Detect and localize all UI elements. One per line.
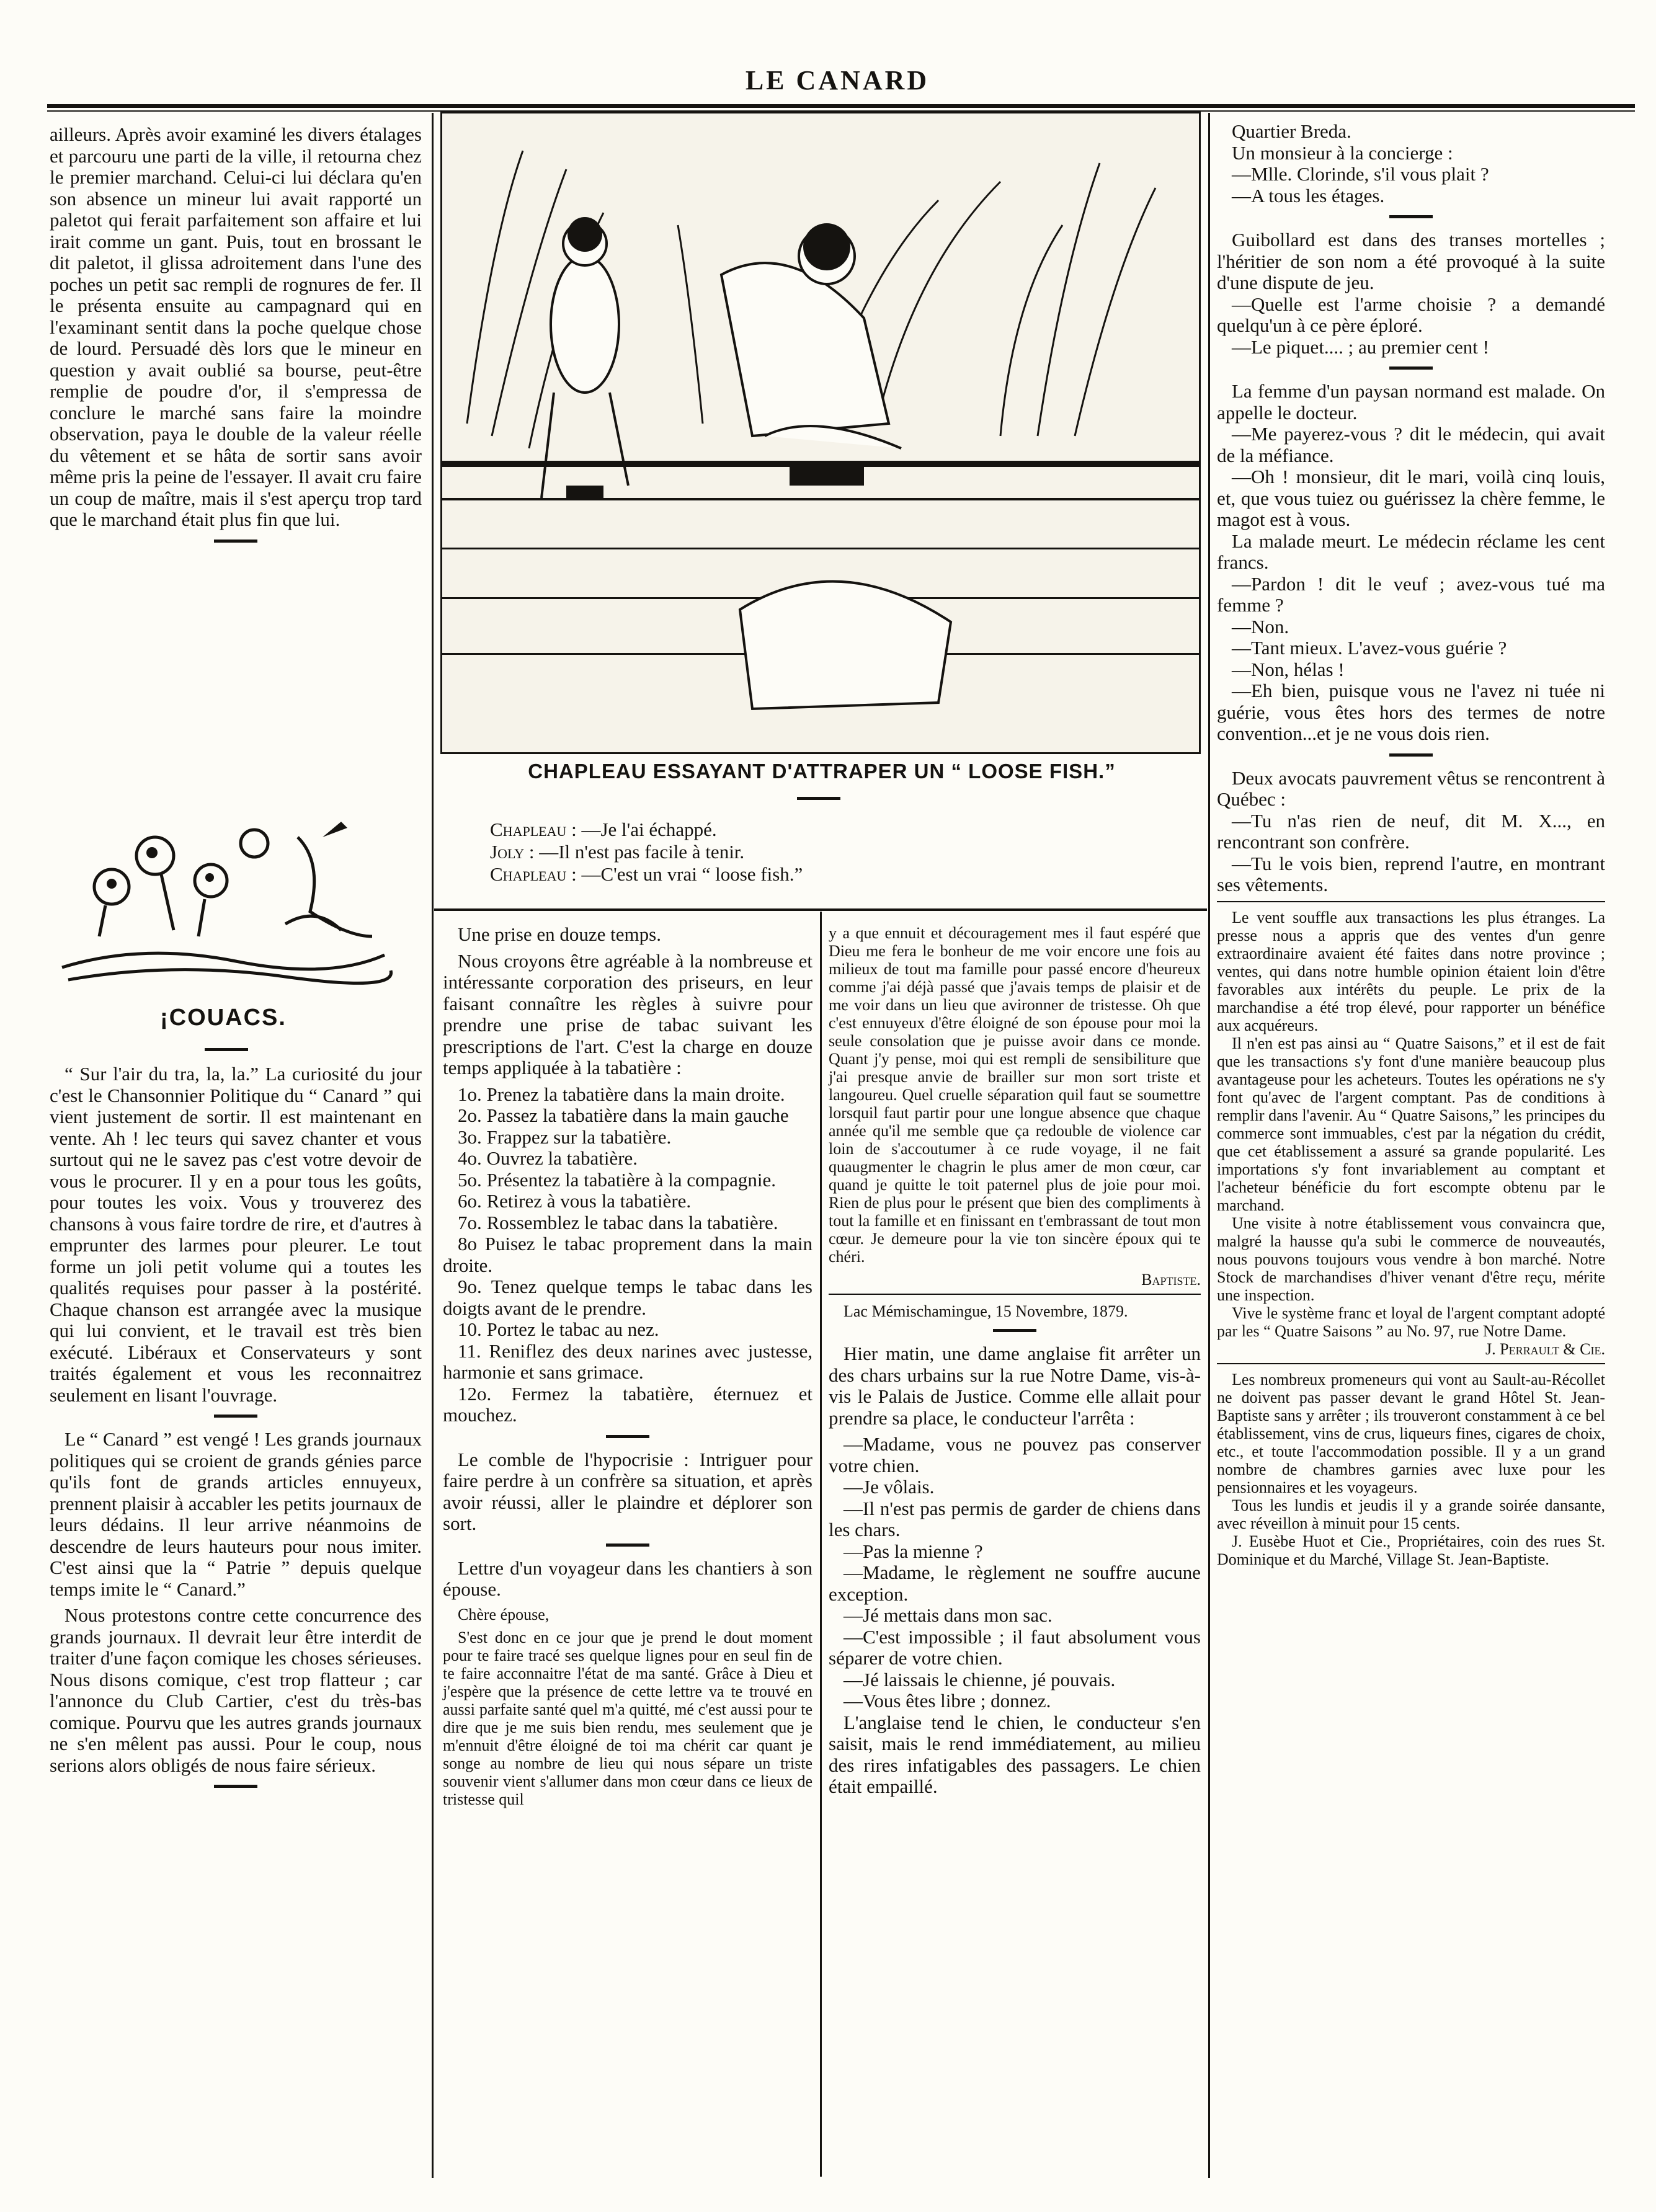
anecdote-line: L'anglaise tend le chien, le conducteur s'en saisit, mais le rend immédiatement, au milieu des rires infatigables des passagers. Le chien était empaillé. (829, 1711, 1201, 1797)
column-3 (829, 924, 1201, 1798)
ad-signature: J. Perrault & Cie. (1485, 1339, 1605, 1358)
guibollard-line: —Quelle est l'arme choisie ? a demandé quelqu'un à ce père éploré. (1217, 293, 1605, 336)
column-rule-2 (820, 912, 822, 2177)
comble-paragraph: Le comble de l'hypocrisie : Intriguer pour faire perdre à un confrère sa situation, et après avoir réussi, aller le plaindre et déplorer son sort. (443, 1448, 812, 1534)
line: —Je l'ai échappé. (581, 819, 717, 840)
guibollard-line: —Le piquet.... ; au premier cent ! (1232, 335, 1489, 358)
anecdote-line: —Il n'est pas permis de garder de chiens dans les chars. (829, 1497, 1201, 1540)
normand-line: —Me payerez-vous ? dit le médecin, qui avait de la méfiance. (1217, 423, 1605, 466)
normand-line: La malade meurt. Le médecin réclame les cent francs. (1217, 530, 1605, 573)
normand-line: La femme d'un paysan normand est malade. On appelle le docteur. (1217, 380, 1605, 424)
masthead-title: LE CANARD (745, 65, 930, 95)
line: —Il n'est pas facile à tenir. (539, 841, 745, 863)
column-1-couacs (50, 1064, 422, 1799)
breda-line: —A tous les étages. (1232, 184, 1385, 207)
tabac-step: 5o. Présentez la tabatière à la compagnie. (458, 1168, 776, 1191)
line: —C'est un vrai “ loose fish.” (581, 863, 803, 885)
ducks-vignette-illustration (50, 812, 397, 992)
separator (214, 1785, 257, 1788)
normand-line: —Pardon ! dit le veuf ; avez-vous tué ma femme ? (1217, 572, 1605, 616)
separator (214, 1415, 257, 1418)
tabac-step: 6o. Retirez à vous la tabatière. (458, 1190, 692, 1212)
illustration-bottom-rule (434, 908, 1207, 911)
couacs-paragraph-1: “ Sur l'air du tra, la, la.” La curiosité du jour c'est le Chansonnier Politique du “ Canard ” qui vient justement de sortir. Il est maintenant en vente. Ah ! lec teurs qui savez chanter et vous surtout qui ne le savez pas c'est votre devoir de vous le procurer. Il y en a pour tous les goûts, pour toutes les voix. Vous y trouverez des chansons à vous faire tordre de rire, et d'autres à emprunter des larmes pour pleurer. Le tout forme un joli petit volume qui a toutes les qualités requises pour passer à la postérité. Chaque chanson est arrangée avec la musique qui lui convient, et le travail est très bien exécuté. Libéraux et Conservateurs y sont traités également et vous les reconnaitrez seulement en lisant l'ouvrage. (50, 1063, 422, 1406)
tabac-step: 11. Reniflez des deux narines avec justesse, harmonie et sans grimace. (443, 1339, 812, 1383)
normand-line: —Oh ! monsieur, dit le mari, voilà cinq louis, et, que vous tuiez ou guérissez la chère femme, le magot est à vous. (1217, 466, 1605, 530)
dialogue-line (490, 863, 1185, 886)
anecdote-line: —C'est impossible ; il faut absolument vous séparer de votre chien. (829, 1625, 1201, 1669)
illustration-dialogue (490, 819, 1185, 886)
separator (205, 1048, 248, 1051)
dialogue-line (490, 819, 1185, 841)
separator (829, 1294, 1201, 1295)
dialogue-line (490, 841, 1185, 863)
separator (797, 797, 840, 800)
column-rule-1 (432, 113, 434, 2178)
column-1-top (50, 124, 422, 554)
anecdote-line: —Vous êtes libre ; donnez. (844, 1690, 1051, 1712)
tabac-step: 10. Portez le tabac au nez. (458, 1318, 659, 1340)
separator (1389, 215, 1433, 218)
avocats-line: Deux avocats pauvrement vêtus se rencontrent à Québec : (1217, 766, 1605, 810)
normand-line: —Non, hélas ! (1232, 658, 1345, 680)
chapleau-fishing-engraving (442, 113, 1199, 752)
separator (606, 1544, 649, 1547)
anecdote-line: Hier matin, une dame anglaise fit arrêter un des chars urbains sur la rue Notre Dame, vis-à-vis le Palais de Justice. Comme elle allait pour prendre sa place, le conducteur l'arrêta : (829, 1343, 1201, 1429)
separator (606, 1435, 649, 1438)
speaker: Chapleau : (490, 819, 577, 840)
ad-paragraph: Une visite à notre établissement vous convaincra que, malgré la hausse qu'a subi le commerce de nouveautés, nous pouvons toujours vous vendre à bon marché. Notre Stock de marchandises d'hiver venant d'être reçu, mérite une inspection. (1217, 1214, 1605, 1304)
separator (1217, 901, 1605, 902)
ad-paragraph: Le vent souffle aux transactions les plus étranges. La presse nous a appris que des ventes d'un genre extraordinaire avaient été faites dans notre province ; ventes, qui dans notre humble opinion étaient loin d'être favorables aux intérêts du peuple. Le prix de la marchandise a été trop élevé, pour rapporter un bénéfice aux acquéreurs. (1217, 908, 1605, 1034)
anecdote-line: —Pas la mienne ? (844, 1540, 983, 1562)
column-4 (1217, 121, 1605, 1568)
tabac-step: 2o. Passez la tabatière dans la main gauche (458, 1104, 789, 1126)
normand-line: —Eh bien, puisque vous ne l'avez ni tuée ni guérie, vous êtes hors des termes de notre convention...et je ne vous dois rien. (1217, 680, 1605, 744)
guibollard-line: Guibollard est dans des transes mortelles ; l'héritier de son nom a été provoqué à la suite d'une dispute de jeu. (1217, 229, 1605, 293)
anecdote-line: —Je vôlais. (844, 1476, 935, 1498)
couacs-paragraph-3: Nous protestons contre cette concurrence des grands journaux. Il devrait leur être interdit de traiter d'une façon comique les choses sérieuses. Nous disons comique, c'est trop flatteur ; car l'annonce du Club Cartier, c'est du très-bas comique. Pourvu que les autres grands journaux ne s'en mêlent pas aussi. Pour le coup, nous serions alors obligés de nous faire sérieux. (50, 1604, 422, 1776)
normand-line: —Non. (1232, 615, 1289, 637)
lettre-continued: y a que ennuit et découragement mes il faut espéré que Dieu me fera le bonheur de me voir encore une fois au milieux de tout ma famille pour passé encore d'heureux comme j'ai déjà passé que j'avais temps de plaisir et de me voir dans un lieu que avironner de tristesse. Oh que c'est ennuyeux d'être éloigné de son épouse pour moi la seule consolation que je puisse avoir dans ce monde. Quant j'y pense, moi qui est rempli de sensibiliture que j'ai presque anvie de brailler sur mon sort triste et langoureu. Quel cruelle séparation quil faut se soumettre lorsquil faut partir pour une longue absence que chaque année qu'il me semble que ça redouble de violence car loin de s'accoutumer à ce rude voyage, il ne fait quaugmenter le chagrin le plus amer de mon cœur, car quand je quitte le toit paternel plus de joie pour moi. Rien de plus pour le présent que bien des compliments à tout la famille et en finissant en t'embrassant de tout mon cœur. Je demeure pour la vie ton sincère époux qui te chéri. (829, 924, 1201, 1266)
tabac-step: 1o. Prenez la tabatière dans la main droite. (458, 1083, 785, 1105)
anecdote-line: —Jé mettais dans mon sac. (844, 1604, 1053, 1626)
lettre-signature: Baptiste. (1141, 1271, 1201, 1289)
speaker: Joly : (490, 841, 535, 863)
separator (1389, 366, 1433, 370)
tabac-step: 7o. Rossemblez le tabac dans la tabatière. (458, 1211, 778, 1233)
illustration-caption: CHAPLEAU ESSAYANT D'ATTRAPER UN “ LOOSE FISH.” (528, 760, 1116, 783)
ad-paragraph: Les nombreux promeneurs qui vont au Sault-au-Récollet ne doivent pas passer devant le grand Hôtel St. Jean-Baptiste sans y arrêter ; ils trouveront constamment à ce bel établissement, vins de crus, liqueurs fines, cigares de choix, etc., et toute l'accommodation possible. Il y a un grand nombre de chambres garnies avec luxe pour les pensionnaires et les voyageurs. (1217, 1370, 1605, 1496)
lettre-body: S'est donc en ce jour que je prend le dout moment pour te faire tracé ses quelque lignes pour en seul fin de te faire acconnaitre l'état de ma santé. Grâce à Dieu et j'espère que la présence de cette lettre va te trouvé en aussi parfaite santé quel m'a quitté, mé c'est aussi pour te dire que je me suis bien rendu, mes seulement que je m'ennuit d'être éloigné de toi ma chérit car quant je songe au nombre de lieu qui nous sépare un triste souvenir vient s'allumer dans mon cœur dans ce lieux de tristesse quil (443, 1628, 812, 1808)
couacs-heading: ¡COUACS. (160, 1005, 287, 1031)
separator (214, 540, 257, 543)
breda-line: Un monsieur à la concierge : (1232, 141, 1453, 164)
tabac-intro: Nous croyons être agréable à la nombreuse et intéressante corporation des priseurs, en leur faisant connaître les règles à suivre pour prendre une prise de tabac suivant les prescriptions de l'art. C'est la charge en douze temps appliquée à la tabatière : (443, 949, 812, 1078)
anecdote-line: —Jé laissais le chienne, jé pouvais. (844, 1668, 1116, 1690)
ad-paragraph: Vive le système franc et loyal de l'argent comptant adopté par les “ Quatre Saisons ” au No. 97, rue Notre Dame. (1217, 1304, 1605, 1340)
separator (993, 1329, 1036, 1332)
tabac-step: 12o. Fermez la tabatière, éternuez et mouchez. (443, 1382, 812, 1426)
anecdote-line: —Madame, vous ne pouvez pas conserver votre chien. (829, 1433, 1201, 1477)
lettre-title: Lettre d'un voyageur dans les chantiers à son épouse. (443, 1557, 812, 1600)
dateline: Lac Mémischamingue, 15 Novembre, 1879. (844, 1302, 1128, 1320)
separator (1389, 753, 1433, 757)
lettre-salutation: Chère épouse, (458, 1605, 550, 1623)
ad-paragraph: Il n'en est pas ainsi au “ Quatre Saisons,” et il est de fait que les transactions s'y font d'une manière beaucoup plus avantageuse pour les acheteurs. Toutes les opérations ne s'y font qu'avec de l'argent comptant. Pas de conditions à remplir dans l'avenir. Au “ Quatre Saisons,” les principes du commerce sont immuables, c'est par la négation du crédit, que cet établissement a assuré sa grande popularité. Les importations s'y font invariablement au comptant et l'acheteur bénéficie du fort escompte obtenu par le marchand. (1217, 1034, 1605, 1214)
separator (1217, 1363, 1605, 1364)
normand-line: —Tant mieux. L'avez-vous guérie ? (1232, 637, 1507, 659)
masthead-rule (47, 104, 1635, 108)
paletot-story: ailleurs. Après avoir examiné les divers étalages et parcouru une parti de la ville, il retourna chez le premier marchand. Celui-ci lui déclara qu'en son absence un mineur lui avait rapporté un paletot qui ferait parfaitement son affaire et lui irait comme un gant. Puis, tout en brossant le dit paletot, il glissa adroitement dans l'une des poches un petit sac rempli de rognures de fer. Il le présenta ensuite au campagnard qui en l'examinant sentit dans la poche quelque chose de lourd. Persuadé dès lors que le mineur en question y avait oublié sa bourse, peut-être remplie de poudre d'or, il s'empressa de conclure le marché sans faire la moindre observation, paya le double de la valeur réelle du vêtement et se hâta de sortir sans avoir même pris la peine de l'essayer. Il avait cru faire un coup de maître, mais il s'est aperçu trop tard que le marchand était plus fin que lui. (50, 123, 422, 530)
avocats-line: —Tu le vois bien, reprend l'autre, en montrant ses vêtements. (1217, 852, 1605, 895)
tabac-step: 9o. Tenez quelque temps le tabac dans les doigts avant de le prendre. (443, 1276, 812, 1319)
anecdote-line: —Madame, le règlement ne souffre aucune exception. (829, 1561, 1201, 1605)
avocats-line: —Tu n'as rien de neuf, dit M. X..., en rencontrant son confrère. (1217, 809, 1605, 853)
couacs-paragraph-2: Le “ Canard ” est vengé ! Les grands journaux politiques qui se croient de grands génies parce qu'ils font de grands articles ennuyeux, prennent plaisir à accabler les petits journaux de leurs dédains. Il leur arrive néanmoins de descendre de leurs hauteurs pour nous imiter. C'est ainsi que la “ Patrie ” depuis quelque temps imite le “ Canard.” (50, 1428, 422, 1600)
column-rule-3 (1208, 113, 1210, 2178)
tabac-heading: Une prise en douze temps. (458, 923, 661, 945)
tabac-step: 3o. Frappez sur la tabatière. (458, 1126, 672, 1148)
ad-paragraph: J. Eusèbe Huot et Cie., Propriétaires, coin des rues St. Dominique et du Marché, Village St. Jean-Baptiste. (1217, 1532, 1605, 1568)
tabac-step: 8o Puisez le tabac proprement dans la main droite. (443, 1233, 812, 1276)
tabac-step: 4o. Ouvrez la tabatière. (458, 1147, 638, 1169)
speaker: Chapleau : (490, 863, 577, 885)
breda-line: —Mlle. Clorinde, s'il vous plait ? (1232, 163, 1489, 185)
breda-line: Quartier Breda. (1232, 120, 1351, 142)
cartoon-illustration (440, 112, 1201, 754)
masthead (43, 62, 1631, 105)
column-2 (443, 924, 812, 1813)
ad-paragraph: Tous les lundis et jeudis il y a grande soirée dansante, avec réveillon à minuit pour 15 cents. (1217, 1496, 1605, 1532)
